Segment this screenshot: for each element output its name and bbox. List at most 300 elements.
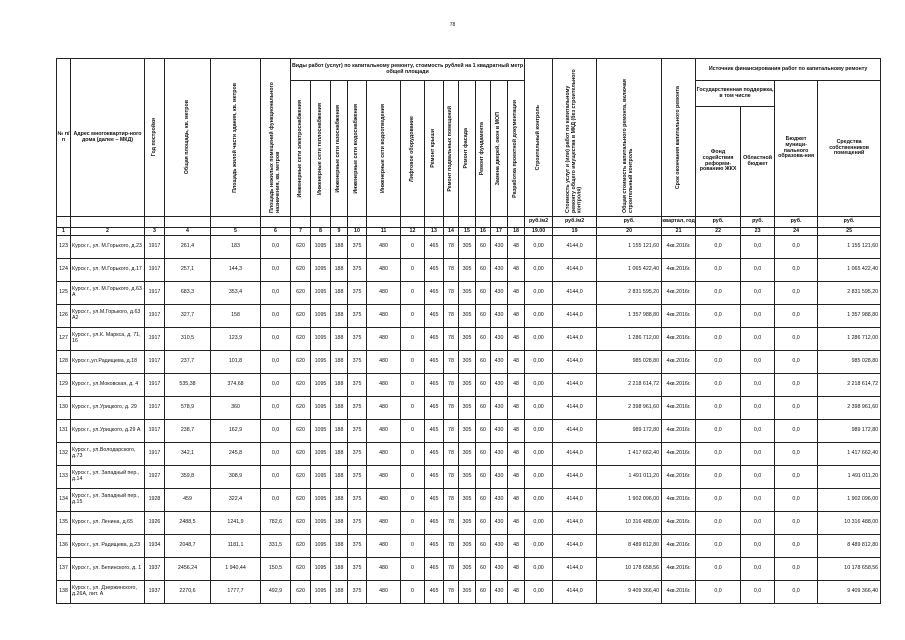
work-cost-cell: 48 [508, 443, 525, 466]
year-cell: 1917 [145, 351, 165, 374]
owners-cell: 10 178 658,56 [818, 558, 881, 581]
col-cost-sqm-label: Стоимость услуг и (или) работ по капитальному ремонту общего имущества в МКД (без строительного контроля) [564, 68, 583, 213]
cost-sqm-cell: 4144,0 [553, 443, 597, 466]
address-cell: Курск г., ул. Дзержинского, д.26А, лит. А [71, 581, 145, 604]
work-cost-cell: 620 [291, 282, 311, 305]
cost-total-cell: 9 409 366,40 [597, 581, 662, 604]
fund-cell: 0,0 [696, 236, 741, 259]
area-living-cell: 123,9 [211, 328, 261, 351]
control-cell: 0,00 [525, 236, 553, 259]
col-area-nonliving-label: Площадь нежилых помещений функционального назначения, кв. метров [268, 81, 281, 213]
work-cost-cell: 78 [444, 374, 459, 397]
control-cell: 0,00 [525, 305, 553, 328]
area-nonliving-cell: 0,0 [261, 282, 291, 305]
owners-cell: 10 316 488,00 [818, 512, 881, 535]
work-cost-cell: 305 [459, 466, 476, 489]
work-cost-cell: 48 [508, 466, 525, 489]
work-cost-cell: 78 [444, 328, 459, 351]
work-label: Ремонт фасада [463, 128, 470, 169]
fund-cell: 0,0 [696, 397, 741, 420]
unit-cell: руб./м2 [553, 217, 597, 228]
year-cell: 1917 [145, 305, 165, 328]
column-number-cell: 16 [476, 228, 491, 236]
work-cost-cell: 48 [508, 374, 525, 397]
work-cost-cell: 78 [444, 558, 459, 581]
address-cell: Курск г., ул.М.Горького, д.63 А2 [71, 305, 145, 328]
work-cost-cell: 78 [444, 466, 459, 489]
work-cost-cell: 480 [367, 259, 401, 282]
table-row [57, 236, 881, 259]
municipal-cell: 0,0 [775, 443, 818, 466]
municipal-cell: 0,0 [775, 305, 818, 328]
fund-cell: 0,0 [696, 443, 741, 466]
work-cost-cell: 465 [425, 512, 444, 535]
area-living-cell: 1 940,44 [211, 558, 261, 581]
deadline-cell: 4кв.2016г. [662, 581, 696, 604]
work-cost-cell: 60 [476, 535, 491, 558]
work-label: Ремонт фундамента [479, 121, 486, 176]
unit-cell [331, 217, 348, 228]
work-cost-cell: 430 [491, 351, 508, 374]
column-number-cell: 7 [291, 228, 311, 236]
work-cost-cell: 430 [491, 236, 508, 259]
address-cell: Курск г., ул.Урицкого, д.29 А [71, 420, 145, 443]
work-cost-cell: 375 [348, 489, 367, 512]
row-number: 123 [57, 236, 71, 259]
work-header-7 [444, 81, 459, 217]
work-label: Инженерные сети теплоснабжения [316, 102, 323, 195]
work-cost-cell: 480 [367, 305, 401, 328]
work-cost-cell: 0 [401, 558, 425, 581]
row-number: 124 [57, 259, 71, 282]
work-cost-cell: 465 [425, 535, 444, 558]
work-cost-cell: 620 [291, 374, 311, 397]
column-number-cell: 20 [597, 228, 662, 236]
work-cost-cell: 48 [508, 259, 525, 282]
work-cost-cell: 0 [401, 489, 425, 512]
work-cost-cell: 1095 [311, 236, 331, 259]
municipal-cell: 0,0 [775, 581, 818, 604]
column-number-cell: 18 [508, 228, 525, 236]
unit-cell [311, 217, 331, 228]
work-cost-cell: 375 [348, 443, 367, 466]
work-cost-cell: 0 [401, 305, 425, 328]
cost-total-cell: 1 155 121,60 [597, 236, 662, 259]
cost-total-cell: 1 286 712,00 [597, 328, 662, 351]
work-cost-cell: 188 [331, 535, 348, 558]
work-cost-cell: 375 [348, 581, 367, 604]
deadline-cell: 4кв.2016г. [662, 305, 696, 328]
address-cell: Курск г., ул.К. Маркса, д. 71, 16 [71, 328, 145, 351]
area-living-cell: 1181,1 [211, 535, 261, 558]
owners-cell: 2 398 961,60 [818, 397, 881, 420]
work-cost-cell: 375 [348, 512, 367, 535]
table-row [57, 259, 881, 282]
control-cell: 0,00 [525, 420, 553, 443]
column-number-cell: 3 [145, 228, 165, 236]
work-cost-cell: 0 [401, 236, 425, 259]
owners-cell: 1 902 096,00 [818, 489, 881, 512]
unit-cell [145, 217, 165, 228]
work-cost-cell: 430 [491, 443, 508, 466]
area-nonliving-cell: 0,0 [261, 397, 291, 420]
table-row [57, 535, 881, 558]
table-row [57, 374, 881, 397]
year-cell: 1928 [145, 489, 165, 512]
fund-cell: 0,0 [696, 558, 741, 581]
regional-cell: 0,0 [741, 420, 775, 443]
work-cost-cell: 375 [348, 466, 367, 489]
municipal-cell: 0,0 [775, 558, 818, 581]
work-cost-cell: 78 [444, 512, 459, 535]
work-header-5 [401, 81, 425, 217]
fund-cell: 0,0 [696, 489, 741, 512]
column-number-cell: 1 [57, 228, 71, 236]
work-cost-cell: 48 [508, 581, 525, 604]
table-row [57, 305, 881, 328]
unit-cell: руб. [775, 217, 818, 228]
unit-cell: руб. [696, 217, 741, 228]
deadline-cell: 4кв.2016г. [662, 259, 696, 282]
unit-cell: руб. [597, 217, 662, 228]
cost-total-cell: 8 489 812,80 [597, 535, 662, 558]
column-number-cell: 19 [553, 228, 597, 236]
area-total-cell: 578,9 [165, 397, 211, 420]
work-cost-cell: 620 [291, 236, 311, 259]
work-cost-cell: 188 [331, 328, 348, 351]
column-number-cell: 8 [311, 228, 331, 236]
work-cost-cell: 305 [459, 351, 476, 374]
col-control-header [525, 59, 553, 217]
deadline-cell: 4кв.2016г. [662, 420, 696, 443]
cost-sqm-cell: 4144,0 [553, 558, 597, 581]
area-living-cell: 360 [211, 397, 261, 420]
cost-sqm-cell: 4144,0 [553, 581, 597, 604]
area-total-cell: 342,1 [165, 443, 211, 466]
work-header-3 [348, 81, 367, 217]
work-cost-cell: 620 [291, 328, 311, 351]
row-number: 138 [57, 581, 71, 604]
work-cost-cell: 480 [367, 282, 401, 305]
cost-sqm-cell: 4144,0 [553, 282, 597, 305]
table-row [57, 397, 881, 420]
area-total-cell: 257,1 [165, 259, 211, 282]
work-cost-cell: 465 [425, 466, 444, 489]
work-cost-cell: 465 [425, 397, 444, 420]
work-cost-cell: 188 [331, 489, 348, 512]
work-header-6 [425, 81, 444, 217]
work-label: Лифтовое оборудование [408, 115, 415, 182]
unit-cell [508, 217, 525, 228]
work-cost-cell: 188 [331, 558, 348, 581]
work-cost-cell: 480 [367, 443, 401, 466]
area-total-cell: 238,7 [165, 420, 211, 443]
work-header-0 [291, 81, 311, 217]
work-cost-cell: 430 [491, 535, 508, 558]
work-cost-cell: 430 [491, 581, 508, 604]
work-cost-cell: 430 [491, 420, 508, 443]
unit-cell [401, 217, 425, 228]
year-cell: 1927 [145, 466, 165, 489]
municipal-cell: 0,0 [775, 259, 818, 282]
work-cost-cell: 480 [367, 351, 401, 374]
owners-cell: 985 028,80 [818, 351, 881, 374]
area-total-cell: 535,38 [165, 374, 211, 397]
col-year-header [145, 59, 165, 217]
work-cost-cell: 188 [331, 374, 348, 397]
work-label: Разработка проектной документации [512, 99, 519, 198]
table-row [57, 443, 881, 466]
work-cost-cell: 0 [401, 443, 425, 466]
col-cost-total-label: Общая стоимость капитального ремонта, включая строительный контроль [622, 78, 635, 213]
work-cost-cell: 480 [367, 581, 401, 604]
work-cost-cell: 430 [491, 374, 508, 397]
col-deadline-header [662, 59, 696, 217]
work-cost-cell: 620 [291, 305, 311, 328]
regional-cell: 0,0 [741, 305, 775, 328]
area-living-cell: 1241,9 [211, 512, 261, 535]
control-cell: 0,00 [525, 351, 553, 374]
work-cost-cell: 188 [331, 420, 348, 443]
owners-cell: 1 155 121,60 [818, 236, 881, 259]
col-deadline-label: Срок окончания капитального ремонта [674, 85, 681, 190]
row-number: 134 [57, 489, 71, 512]
regional-cell: 0,0 [741, 581, 775, 604]
work-cost-cell: 48 [508, 282, 525, 305]
work-cost-cell: 465 [425, 420, 444, 443]
control-cell: 0,00 [525, 328, 553, 351]
work-cost-cell: 620 [291, 581, 311, 604]
cost-sqm-cell: 4144,0 [553, 351, 597, 374]
area-total-cell: 310,5 [165, 328, 211, 351]
municipal-cell: 0,0 [775, 397, 818, 420]
work-cost-cell: 305 [459, 512, 476, 535]
work-cost-cell: 375 [348, 351, 367, 374]
work-cost-cell: 375 [348, 282, 367, 305]
work-header-8 [459, 81, 476, 217]
work-cost-cell: 60 [476, 351, 491, 374]
cost-sqm-cell: 4144,0 [553, 236, 597, 259]
work-cost-cell: 480 [367, 374, 401, 397]
work-cost-cell: 78 [444, 236, 459, 259]
work-cost-cell: 60 [476, 282, 491, 305]
unit-cell [459, 217, 476, 228]
owners-cell: 9 409 366,40 [818, 581, 881, 604]
work-cost-cell: 620 [291, 466, 311, 489]
work-cost-cell: 48 [508, 236, 525, 259]
cost-sqm-cell: 4144,0 [553, 305, 597, 328]
work-cost-cell: 188 [331, 443, 348, 466]
work-cost-cell: 188 [331, 282, 348, 305]
area-living-cell: 322,4 [211, 489, 261, 512]
col-cost-sqm-header [553, 59, 597, 217]
cost-total-cell: 10 316 488,00 [597, 512, 662, 535]
work-header-11 [508, 81, 525, 217]
regional-cell: 0,0 [741, 512, 775, 535]
column-number-cell: 14 [444, 228, 459, 236]
col-year-label: Год постройки [150, 118, 157, 157]
unit-cell [211, 217, 261, 228]
work-cost-cell: 60 [476, 305, 491, 328]
work-cost-cell: 60 [476, 397, 491, 420]
work-cost-cell: 0 [401, 581, 425, 604]
row-number: 137 [57, 558, 71, 581]
work-cost-cell: 430 [491, 259, 508, 282]
row-number: 126 [57, 305, 71, 328]
state-support-header: Государственная поддержка, в том числе [696, 81, 775, 107]
deadline-cell: 4кв.2016г. [662, 535, 696, 558]
regional-cell: 0,0 [741, 236, 775, 259]
work-cost-cell: 1095 [311, 420, 331, 443]
work-cost-cell: 78 [444, 305, 459, 328]
work-cost-cell: 1095 [311, 558, 331, 581]
work-label: Замена дверей, окон в МОП [495, 111, 502, 186]
unit-cell [57, 217, 71, 228]
work-cost-cell: 305 [459, 259, 476, 282]
work-cost-cell: 188 [331, 259, 348, 282]
area-nonliving-cell: 492,9 [261, 581, 291, 604]
unit-cell [71, 217, 145, 228]
owners-cell: 989 172,80 [818, 420, 881, 443]
cost-total-cell: 1 417 662,40 [597, 443, 662, 466]
municipal-cell: 0,0 [775, 512, 818, 535]
deadline-cell: 4кв.2016г. [662, 489, 696, 512]
year-cell: 1937 [145, 558, 165, 581]
work-cost-cell: 465 [425, 558, 444, 581]
work-cost-cell: 78 [444, 259, 459, 282]
column-number-cell: 12 [401, 228, 425, 236]
column-number-cell: 4 [165, 228, 211, 236]
work-cost-cell: 375 [348, 374, 367, 397]
work-cost-cell: 480 [367, 420, 401, 443]
work-cost-cell: 305 [459, 489, 476, 512]
work-cost-cell: 305 [459, 558, 476, 581]
work-cost-cell: 1095 [311, 328, 331, 351]
cost-total-cell: 2 398 961,60 [597, 397, 662, 420]
col-area-total-label: Общая площадь, кв. метров [183, 100, 190, 175]
work-cost-cell: 0 [401, 466, 425, 489]
year-cell: 1917 [145, 443, 165, 466]
col-control-label: Строительный контроль [534, 104, 541, 171]
municipal-cell: 0,0 [775, 374, 818, 397]
cost-total-cell: 2 218 614,72 [597, 374, 662, 397]
area-total-cell: 237,7 [165, 351, 211, 374]
municipal-cell: 0,0 [775, 236, 818, 259]
control-cell: 0,00 [525, 466, 553, 489]
work-cost-cell: 620 [291, 397, 311, 420]
year-cell: 1917 [145, 397, 165, 420]
work-cost-cell: 465 [425, 236, 444, 259]
address-cell: Курск г., ул. М.Горького, д.17 [71, 259, 145, 282]
work-cost-cell: 480 [367, 236, 401, 259]
work-cost-cell: 188 [331, 397, 348, 420]
work-cost-cell: 48 [508, 397, 525, 420]
work-cost-cell: 0 [401, 282, 425, 305]
table-row [57, 512, 881, 535]
deadline-cell: 4кв.2016г. [662, 374, 696, 397]
fund-cell: 0,0 [696, 374, 741, 397]
work-cost-cell: 305 [459, 581, 476, 604]
cost-sqm-cell: 4144,0 [553, 259, 597, 282]
year-cell: 1917 [145, 420, 165, 443]
area-total-cell: 327,7 [165, 305, 211, 328]
work-cost-cell: 465 [425, 581, 444, 604]
control-cell: 0,00 [525, 374, 553, 397]
owners-cell: 2 831 595,20 [818, 282, 881, 305]
column-number-cell: 23 [741, 228, 775, 236]
deadline-cell: 4кв.2016г. [662, 351, 696, 374]
area-total-cell: 2456,24 [165, 558, 211, 581]
work-cost-cell: 60 [476, 374, 491, 397]
unit-cell [444, 217, 459, 228]
work-cost-cell: 305 [459, 305, 476, 328]
column-number-cell: 15 [459, 228, 476, 236]
work-cost-cell: 465 [425, 328, 444, 351]
table-row [57, 466, 881, 489]
row-number: 131 [57, 420, 71, 443]
work-header-4 [367, 81, 401, 217]
column-number-cell: 9 [331, 228, 348, 236]
work-cost-cell: 0 [401, 512, 425, 535]
address-cell: Курск г., ул. Западный пер., д.14 [71, 466, 145, 489]
work-cost-cell: 0 [401, 397, 425, 420]
row-number: 125 [57, 282, 71, 305]
year-cell: 1917 [145, 236, 165, 259]
cost-sqm-cell: 4144,0 [553, 512, 597, 535]
work-cost-cell: 188 [331, 512, 348, 535]
work-cost-cell: 305 [459, 328, 476, 351]
regional-cell: 0,0 [741, 535, 775, 558]
work-cost-cell: 480 [367, 558, 401, 581]
table-body [57, 236, 881, 604]
work-cost-cell: 60 [476, 558, 491, 581]
fund-cell: 0,0 [696, 328, 741, 351]
cost-sqm-cell: 4144,0 [553, 420, 597, 443]
col-fund-header: Фонд содействия реформи-рованию ЖКХ [696, 107, 741, 217]
work-cost-cell: 480 [367, 397, 401, 420]
deadline-cell: 4кв.2016г. [662, 558, 696, 581]
address-cell: Курск г., ул.Володарского, д.73 [71, 443, 145, 466]
owners-cell: 2 218 614,72 [818, 374, 881, 397]
work-cost-cell: 60 [476, 236, 491, 259]
cost-total-cell: 1 902 096,00 [597, 489, 662, 512]
work-cost-cell: 1095 [311, 581, 331, 604]
unit-cell [476, 217, 491, 228]
units-row [57, 217, 881, 228]
work-cost-cell: 305 [459, 535, 476, 558]
year-cell: 1917 [145, 328, 165, 351]
deadline-cell: 4кв.2016г. [662, 236, 696, 259]
col-municipal-header: Бюджет муници-пального образова-ния [775, 81, 818, 217]
year-cell: 1937 [145, 581, 165, 604]
work-cost-cell: 480 [367, 328, 401, 351]
work-cost-cell: 0 [401, 351, 425, 374]
area-total-cell: 683,3 [165, 282, 211, 305]
regional-cell: 0,0 [741, 328, 775, 351]
capital-repair-table [56, 58, 881, 604]
regional-cell: 0,0 [741, 558, 775, 581]
control-cell: 0,00 [525, 443, 553, 466]
cost-sqm-cell: 4144,0 [553, 328, 597, 351]
area-nonliving-cell: 0,0 [261, 489, 291, 512]
work-cost-cell: 48 [508, 535, 525, 558]
work-cost-cell: 1095 [311, 374, 331, 397]
work-cost-cell: 465 [425, 374, 444, 397]
work-cost-cell: 465 [425, 259, 444, 282]
work-cost-cell: 1095 [311, 351, 331, 374]
unit-cell [367, 217, 401, 228]
row-number: 133 [57, 466, 71, 489]
